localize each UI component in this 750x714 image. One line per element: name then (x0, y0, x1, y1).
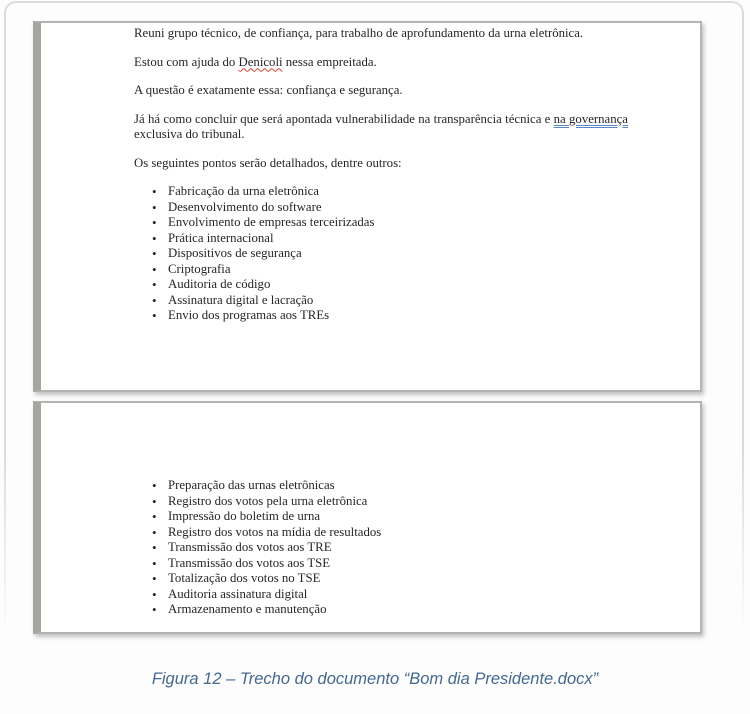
paragraph-text: nessa empreitada. (282, 54, 377, 69)
list-item: • Desenvolvimento do software (134, 200, 628, 216)
paragraph (134, 112, 628, 143)
list-item: • Auditoria assinatura digital (134, 587, 628, 603)
paragraph (134, 55, 628, 71)
document-page-2 (33, 401, 702, 634)
paragraph-text: Estou com ajuda do (134, 54, 239, 69)
paragraph-text: exclusiva do tribunal. (134, 127, 245, 141)
list-item: • Prática internacional (134, 231, 628, 247)
list-item: • Assinatura digital e lacração (134, 293, 628, 309)
list-item: • Preparação das urnas eletrônicas (134, 478, 628, 494)
paragraph: Os seguintes pontos serão detalhados, dentre outros: (134, 155, 402, 170)
list-item: • Envolvimento de empresas terceirizadas (134, 215, 628, 231)
list-item: • Dispositivos de segurança (134, 246, 628, 262)
list-item: • Envio dos programas aos TREs (134, 308, 628, 324)
paragraph: A questão é exatamente essa: confiança e segurança. (134, 83, 403, 97)
list-item: • Criptografia (134, 262, 628, 278)
list-item: • Auditoria de código (134, 277, 628, 293)
list-item: • Transmissão dos votos aos TSE (134, 556, 628, 572)
list-item: • Impressão do boletim de urna (134, 509, 628, 525)
misspelled-word: Denicoli (238, 54, 283, 69)
paragraph: Reuni grupo técnico, de confiança, para trabalho de aprofundamento da urna eletrônica. (134, 26, 584, 40)
bullet-list-page-1 (134, 184, 628, 324)
figure-caption: Figura 12 – Trecho do documento “Bom dia Presidente.docx” (151, 670, 599, 688)
grammar-flagged-text: governança (569, 111, 628, 126)
page-1-content (41, 23, 700, 324)
list-item: • Registro dos votos pela urna eletrônica (134, 494, 628, 510)
list-item: • Registro dos votos na mídia de resultados (134, 525, 628, 541)
list-item: • Totalização dos votos no TSE (134, 571, 628, 587)
list-item: • Transmissão dos votos aos TRE (134, 540, 628, 556)
list-item: • Armazenamento e manutenção (134, 602, 628, 618)
grammar-flagged-text: na (553, 111, 570, 126)
paragraph-text: Já há como concluir que será apontada vulnerabilidade na transparência técnica e (134, 111, 554, 126)
document-page-1 (33, 21, 702, 392)
bullet-list-page-2 (134, 478, 628, 618)
page-2-content (41, 403, 700, 618)
list-item: • Fabricação da urna eletrônica (134, 184, 628, 200)
